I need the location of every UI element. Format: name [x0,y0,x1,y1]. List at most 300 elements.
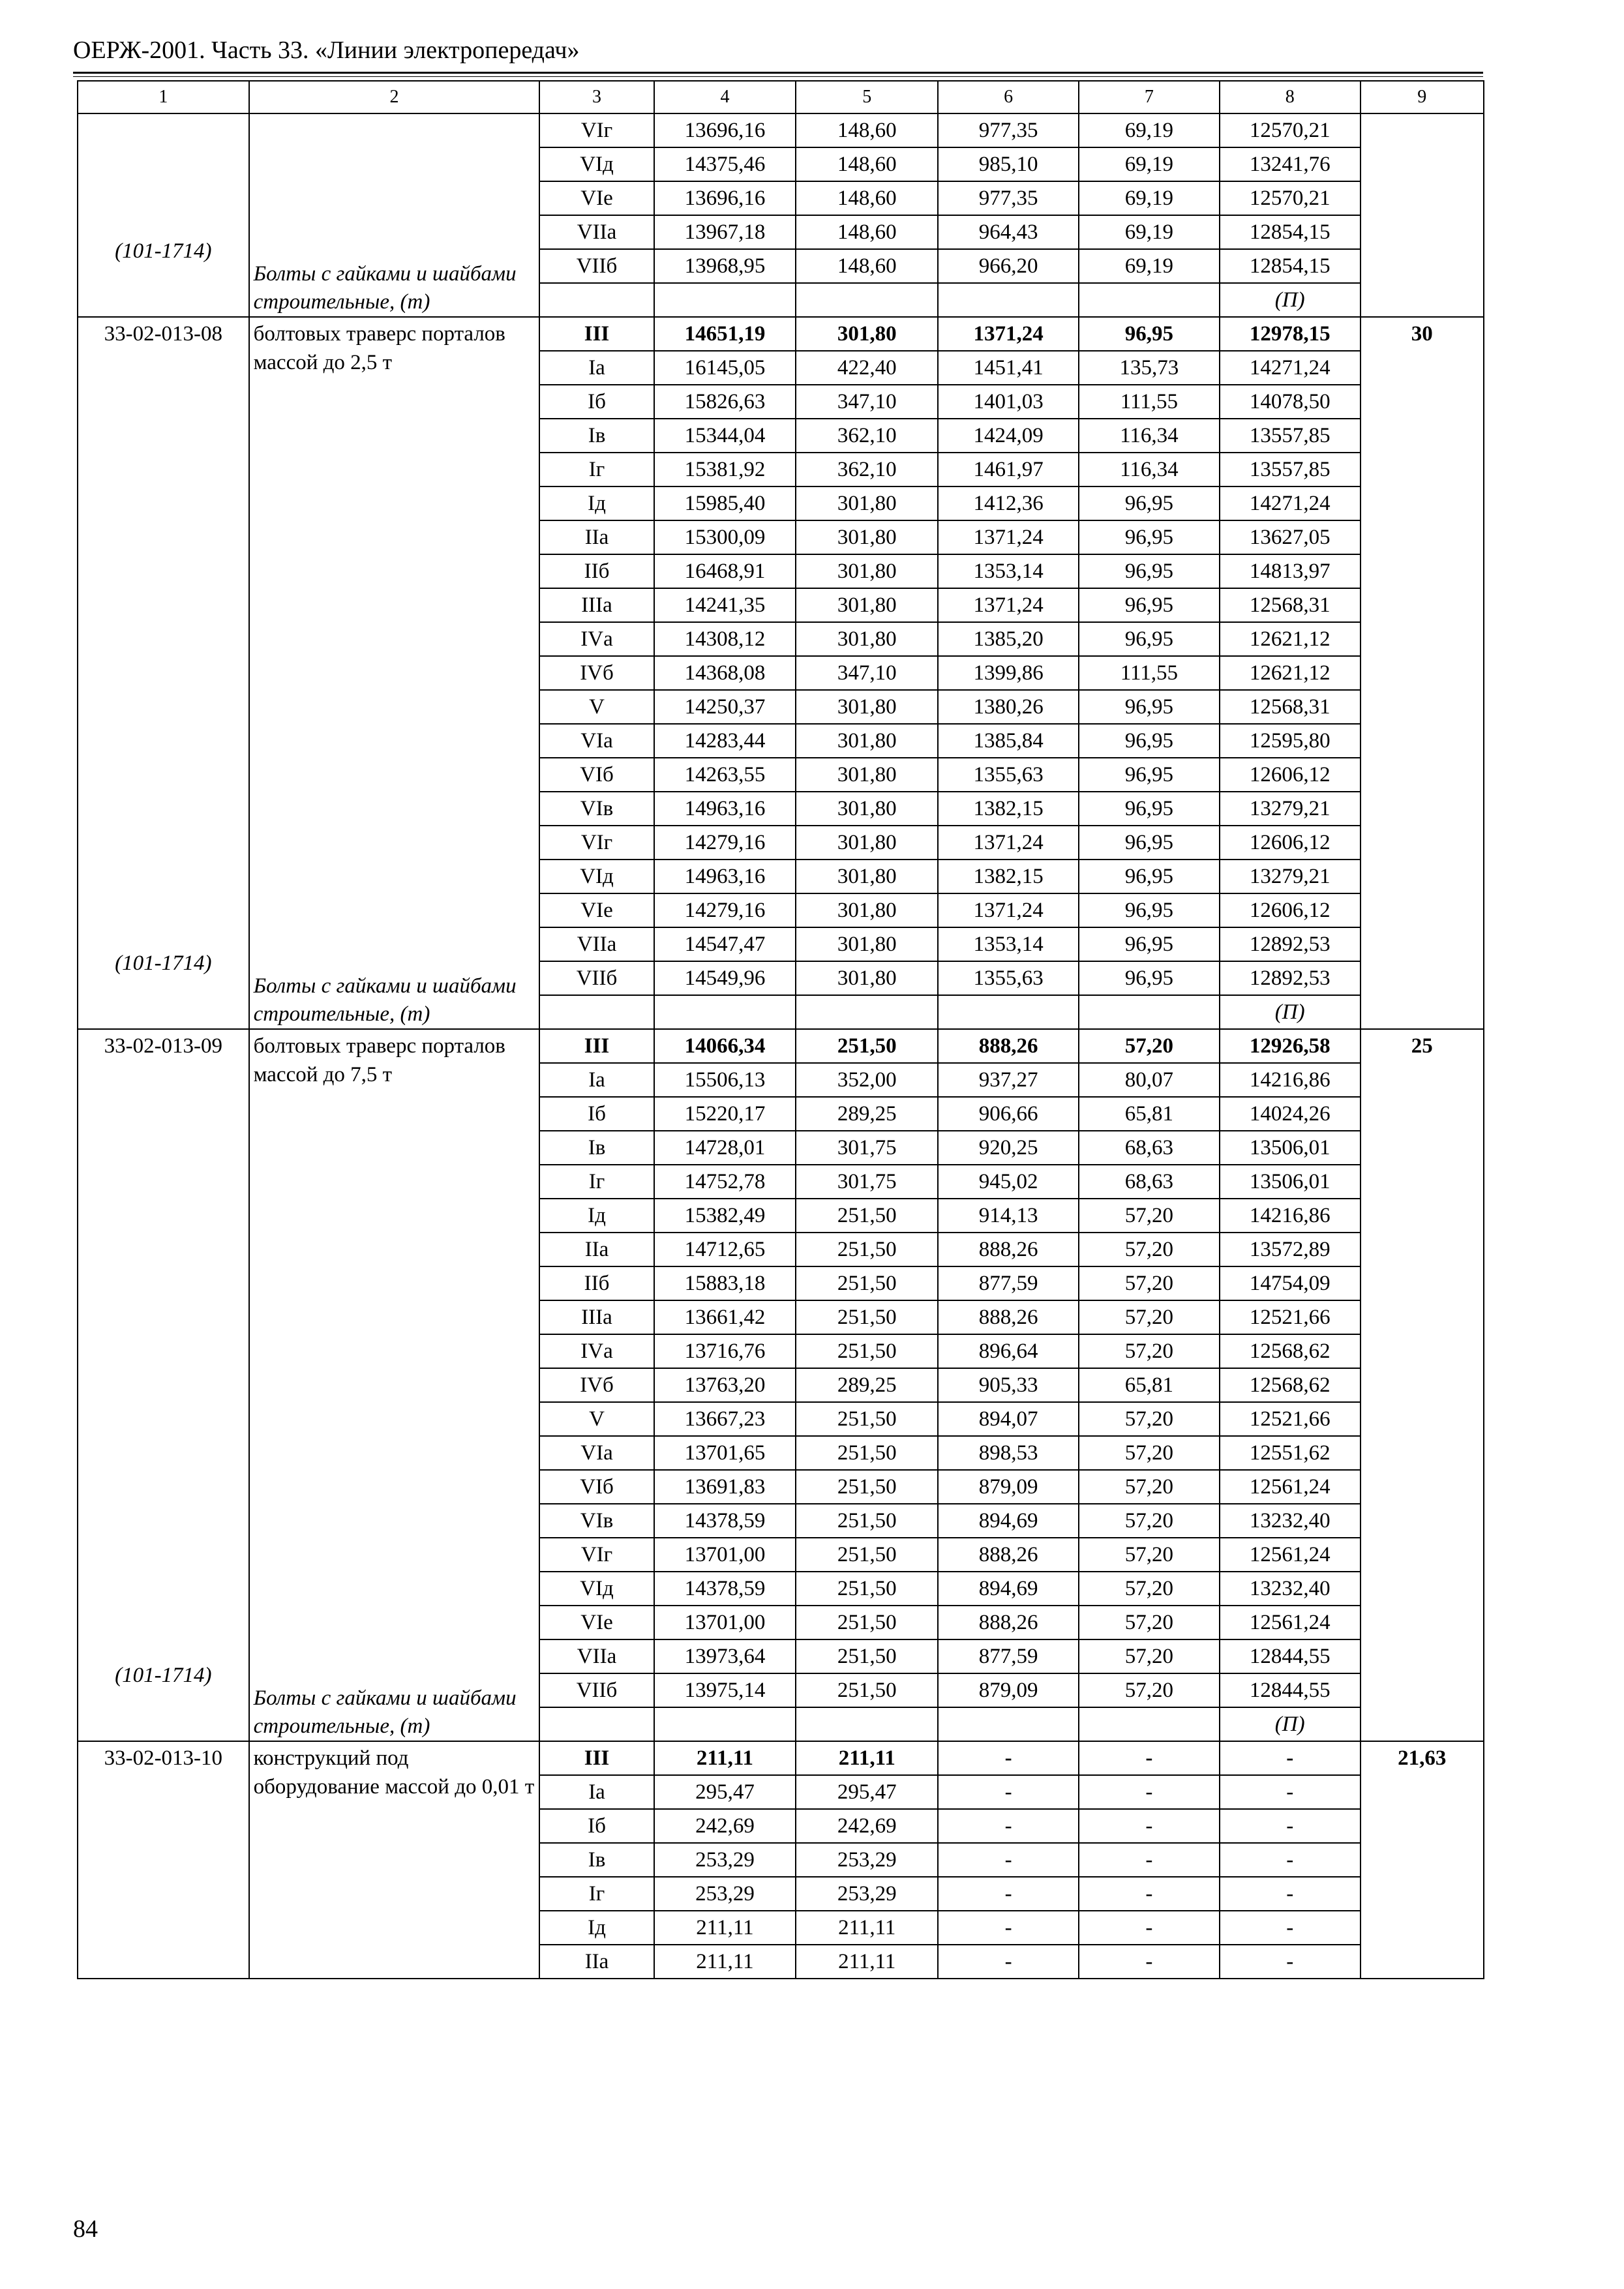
data-cell: 14241,35 [654,588,796,622]
data-cell: 251,50 [796,1673,938,1707]
data-cell: 894,69 [938,1504,1079,1538]
data-cell: - [938,1877,1079,1911]
data-cell: 13232,40 [1220,1504,1361,1538]
column-number: 8 [1220,81,1361,113]
empty-cell [654,283,796,317]
code-cell [78,317,249,1029]
data-cell: 14279,16 [654,893,796,927]
data-cell: VIв [539,1504,654,1538]
data-cell: Iг [539,1877,654,1911]
page-number: 84 [73,2215,98,2243]
data-cell: 13241,76 [1220,147,1361,181]
data-cell: 251,50 [796,1470,938,1504]
data-cell: VIб [539,758,654,792]
data-cell: 15826,63 [654,385,796,419]
data-cell: 57,20 [1079,1436,1220,1470]
data-cell: 242,69 [796,1809,938,1843]
data-cell: 1371,24 [938,826,1079,860]
data-cell: 945,02 [938,1165,1079,1199]
data-cell: 96,95 [1079,961,1220,995]
data-cell: 888,26 [938,1300,1079,1334]
data-cell: 96,95 [1079,860,1220,893]
col9-value: 21,63 [1361,1741,1484,1979]
data-cell: Iд [539,1199,654,1233]
data-cell: 96,95 [1079,893,1220,927]
data-cell: 14250,37 [654,690,796,724]
data-cell: 906,66 [938,1097,1079,1131]
data-cell: 251,50 [796,1504,938,1538]
data-cell: 12844,55 [1220,1673,1361,1707]
data-cell: 14813,97 [1220,554,1361,588]
rate-description: конструкций под оборудование массой до 0,01 т [253,1746,535,1799]
data-cell: 914,13 [938,1199,1079,1233]
data-cell: 301,80 [796,554,938,588]
data-cell: 15381,92 [654,453,796,486]
data-cell: 301,80 [796,927,938,961]
data-cell: - [1220,1809,1361,1843]
data-cell: - [1079,1843,1220,1877]
data-cell: 977,35 [938,181,1079,215]
data-cell: - [1220,1741,1361,1775]
data-cell: IIIа [539,1300,654,1334]
column-number: 1 [78,81,249,113]
data-cell: 80,07 [1079,1063,1220,1097]
note-value: (П) [1220,1707,1361,1741]
resource-description: Болты с гайками и шайбами строительные, (т) [253,1686,517,1738]
data-cell: Iа [539,351,654,385]
data-cell: 1371,24 [938,588,1079,622]
data-cell: 13968,95 [654,249,796,283]
data-cell: VIд [539,860,654,893]
data-cell: Iб [539,1097,654,1131]
data-cell: 69,19 [1079,147,1220,181]
data-cell: - [938,1911,1079,1945]
data-cell: 301,75 [796,1131,938,1165]
data-cell: 12568,62 [1220,1368,1361,1402]
data-cell: 14549,96 [654,961,796,995]
data-cell: 13691,83 [654,1470,796,1504]
data-cell: 12561,24 [1220,1538,1361,1572]
data-cell: 295,47 [654,1775,796,1809]
column-number: 5 [796,81,938,113]
data-cell: 14712,65 [654,1233,796,1266]
data-cell: 96,95 [1079,758,1220,792]
data-cell: VIIа [539,927,654,961]
data-cell: 13716,76 [654,1334,796,1368]
data-cell: 301,80 [796,961,938,995]
data-cell: 12551,62 [1220,1436,1361,1470]
data-cell: 12606,12 [1220,758,1361,792]
data-cell: 148,60 [796,147,938,181]
data-cell: 116,34 [1079,419,1220,453]
data-cell: Iв [539,1131,654,1165]
data-cell: 251,50 [796,1334,938,1368]
data-cell: 352,00 [796,1063,938,1097]
data-cell: 251,50 [796,1606,938,1639]
data-cell: 253,29 [796,1843,938,1877]
data-cell: 96,95 [1079,826,1220,860]
data-cell: 1353,14 [938,927,1079,961]
resource-code: (101-1714) [115,951,212,975]
data-cell: - [1220,1775,1361,1809]
data-cell: 111,55 [1079,385,1220,419]
note-value: (П) [1220,283,1361,317]
data-cell: 13572,89 [1220,1233,1361,1266]
data-cell: 15506,13 [654,1063,796,1097]
code-cell [78,1029,249,1741]
rate-code: 33-02-013-10 [104,1746,223,1770]
data-cell: - [1079,1911,1220,1945]
empty-cell [654,995,796,1029]
data-cell: 905,33 [938,1368,1079,1402]
data-cell: 15883,18 [654,1266,796,1300]
data-cell: 15382,49 [654,1199,796,1233]
data-cell: 301,80 [796,860,938,893]
data-cell: 362,10 [796,419,938,453]
data-cell: - [938,1945,1079,1979]
data-cell: IIб [539,1266,654,1300]
data-cell: VIIб [539,961,654,995]
data-cell: 96,95 [1079,554,1220,588]
column-number: 2 [249,81,540,113]
data-cell: 14378,59 [654,1572,796,1606]
data-cell: VIIа [539,215,654,249]
data-cell: Iв [539,1843,654,1877]
data-cell: IIб [539,554,654,588]
data-cell: 985,10 [938,147,1079,181]
data-cell: 1355,63 [938,961,1079,995]
data-cell: IVб [539,1368,654,1402]
data-cell: 14547,47 [654,927,796,961]
data-cell: VIв [539,792,654,826]
data-cell: 977,35 [938,113,1079,147]
data-cell: 57,20 [1079,1538,1220,1572]
data-cell: 57,20 [1079,1572,1220,1606]
column-number: 9 [1361,81,1484,113]
data-cell: 1424,09 [938,419,1079,453]
resource-description: Болты с гайками и шайбами строительные, (т) [253,262,517,314]
data-cell: 301,80 [796,317,938,351]
data-cell: VIе [539,181,654,215]
header-rule [73,72,1483,74]
note-value: (П) [1220,995,1361,1029]
empty-cell [796,1707,938,1741]
data-cell: - [1220,1843,1361,1877]
data-cell: VIд [539,1572,654,1606]
data-cell: 211,11 [796,1741,938,1775]
data-cell: 937,27 [938,1063,1079,1097]
data-cell: III [539,1741,654,1775]
data-cell: 894,69 [938,1572,1079,1606]
data-cell: 12561,24 [1220,1470,1361,1504]
data-cell: 1451,41 [938,351,1079,385]
data-cell: 896,64 [938,1334,1079,1368]
header-rule-thin [73,76,1483,77]
data-cell: 96,95 [1079,317,1220,351]
empty-cell [539,283,654,317]
data-cell: 57,20 [1079,1199,1220,1233]
data-cell: 888,26 [938,1233,1079,1266]
data-cell: VIд [539,147,654,181]
data-cell: 289,25 [796,1097,938,1131]
data-cell: 888,26 [938,1538,1079,1572]
data-cell: 13696,16 [654,181,796,215]
data-cell: 13279,21 [1220,792,1361,826]
data-cell: 14216,86 [1220,1063,1361,1097]
data-cell: - [1079,1741,1220,1775]
data-cell: 14066,34 [654,1029,796,1063]
data-cell: 301,80 [796,520,938,554]
data-cell: - [1220,1911,1361,1945]
data-cell: 65,81 [1079,1368,1220,1402]
rate-code: 33-02-013-08 [104,322,223,346]
data-cell: 57,20 [1079,1266,1220,1300]
data-cell: 12521,66 [1220,1300,1361,1334]
data-cell: 877,59 [938,1266,1079,1300]
empty-cell [1079,283,1220,317]
col9-value: 25 [1361,1029,1484,1741]
data-cell: V [539,690,654,724]
data-cell: 12978,15 [1220,317,1361,351]
data-cell: 1355,63 [938,758,1079,792]
table-row [78,1029,1484,1063]
data-cell: 888,26 [938,1606,1079,1639]
data-cell: 13975,14 [654,1673,796,1707]
column-number: 6 [938,81,1079,113]
data-cell: 301,80 [796,758,938,792]
resource-description: Болты с гайками и шайбами строительные, (т) [253,974,517,1026]
data-cell: - [938,1775,1079,1809]
data-cell: III [539,1029,654,1063]
data-cell: - [1079,1775,1220,1809]
data-cell: 96,95 [1079,792,1220,826]
data-cell: 251,50 [796,1300,938,1334]
data-cell: - [1220,1945,1361,1979]
data-cell: - [1079,1877,1220,1911]
data-cell: 1371,24 [938,520,1079,554]
data-cell: 111,55 [1079,656,1220,690]
data-cell: VIIа [539,1639,654,1673]
data-cell: 1380,26 [938,690,1079,724]
rate-description: болтовых траверс порталов массой до 2,5 т [253,322,505,374]
data-cell: Iа [539,1775,654,1809]
data-cell: - [938,1843,1079,1877]
data-cell: 253,29 [654,1877,796,1911]
data-cell: Iд [539,1911,654,1945]
empty-cell [654,1707,796,1741]
resource-code: (101-1714) [115,1664,212,1687]
code-cell [78,113,249,317]
data-cell: 253,29 [796,1877,938,1911]
data-cell: VIIб [539,249,654,283]
data-cell: 15985,40 [654,486,796,520]
data-cell: - [1079,1945,1220,1979]
data-cell: V [539,1402,654,1436]
data-cell: 12606,12 [1220,893,1361,927]
data-cell: VIе [539,1606,654,1639]
data-cell: VIе [539,893,654,927]
data-cell: 68,63 [1079,1165,1220,1199]
data-cell: 251,50 [796,1572,938,1606]
data-cell: 57,20 [1079,1233,1220,1266]
data-cell: - [938,1741,1079,1775]
data-cell: 57,20 [1079,1606,1220,1639]
data-cell: 57,20 [1079,1673,1220,1707]
data-cell: 1401,03 [938,385,1079,419]
data-cell: 57,20 [1079,1029,1220,1063]
data-cell: 251,50 [796,1402,938,1436]
table-row [78,317,1484,351]
empty-cell [938,283,1079,317]
data-cell: 12854,15 [1220,215,1361,249]
data-cell: 14375,46 [654,147,796,181]
data-cell: 96,95 [1079,588,1220,622]
data-cell: 96,95 [1079,520,1220,554]
data-cell: 68,63 [1079,1131,1220,1165]
price-table [77,80,1484,1979]
data-cell: 1399,86 [938,656,1079,690]
table-row [78,113,1484,147]
data-cell: VIг [539,113,654,147]
data-cell: IIа [539,1945,654,1979]
data-cell: 14271,24 [1220,486,1361,520]
data-cell: 14078,50 [1220,385,1361,419]
data-cell: 96,95 [1079,486,1220,520]
data-cell: 251,50 [796,1266,938,1300]
data-cell: Iв [539,419,654,453]
data-cell: IVа [539,1334,654,1368]
data-cell: 57,20 [1079,1300,1220,1334]
data-cell: 301,80 [796,724,938,758]
code-cell [78,1741,249,1979]
data-cell: 13701,00 [654,1538,796,1572]
data-cell: 14308,12 [654,622,796,656]
data-cell: 301,80 [796,588,938,622]
data-cell: 14651,19 [654,317,796,351]
data-cell: 251,50 [796,1538,938,1572]
data-cell: 251,50 [796,1199,938,1233]
data-cell: Iа [539,1063,654,1097]
data-cell: 211,11 [654,1741,796,1775]
data-cell: 295,47 [796,1775,938,1809]
data-cell: 964,43 [938,215,1079,249]
data-cell: 13627,05 [1220,520,1361,554]
rate-code: 33-02-013-09 [104,1034,223,1058]
data-cell: 301,80 [796,893,938,927]
data-cell: 13667,23 [654,1402,796,1436]
data-cell: 966,20 [938,249,1079,283]
data-cell: 135,73 [1079,351,1220,385]
data-cell: 14263,55 [654,758,796,792]
data-cell: 894,07 [938,1402,1079,1436]
data-cell: - [1079,1809,1220,1843]
data-cell: IVб [539,656,654,690]
data-cell: 12570,21 [1220,181,1361,215]
data-cell: 251,50 [796,1233,938,1266]
data-cell: VIIб [539,1673,654,1707]
data-cell: 65,81 [1079,1097,1220,1131]
data-cell: 13696,16 [654,113,796,147]
data-cell: 13506,01 [1220,1165,1361,1199]
data-cell: 12595,80 [1220,724,1361,758]
empty-cell [1079,1707,1220,1741]
data-cell: 15344,04 [654,419,796,453]
data-cell: 12892,53 [1220,961,1361,995]
data-cell: 15220,17 [654,1097,796,1131]
rate-description: болтовых траверс порталов массой до 7,5 т [253,1034,505,1086]
data-cell: 211,11 [654,1945,796,1979]
data-cell: 422,40 [796,351,938,385]
description-cell [249,317,540,1029]
resource-code: (101-1714) [115,239,212,263]
data-cell: 148,60 [796,113,938,147]
data-cell: 13701,00 [654,1606,796,1639]
data-cell: 211,11 [796,1911,938,1945]
data-cell: 301,80 [796,486,938,520]
data-cell: 13701,65 [654,1436,796,1470]
data-cell: 14378,59 [654,1504,796,1538]
data-cell: 12844,55 [1220,1639,1361,1673]
data-cell: 253,29 [654,1843,796,1877]
data-cell: 211,11 [654,1911,796,1945]
data-cell: 14963,16 [654,860,796,893]
data-cell: 14271,24 [1220,351,1361,385]
page-header-title: ОЕРЖ-2001. Часть 33. «Линии электропередач» [73,37,580,64]
data-cell: 251,50 [796,1639,938,1673]
data-cell: Iб [539,385,654,419]
data-cell: 12568,31 [1220,690,1361,724]
data-cell: 1412,36 [938,486,1079,520]
data-cell: 14368,08 [654,656,796,690]
data-cell: VIг [539,826,654,860]
data-cell: IIа [539,1233,654,1266]
column-number: 4 [654,81,796,113]
data-cell: 14752,78 [654,1165,796,1199]
data-cell: 879,09 [938,1470,1079,1504]
table-body [78,81,1484,1979]
data-cell: Iг [539,453,654,486]
data-cell: IVа [539,622,654,656]
data-cell: 1382,15 [938,792,1079,826]
data-cell: 13557,85 [1220,453,1361,486]
data-cell: 69,19 [1079,215,1220,249]
data-cell: 1461,97 [938,453,1079,486]
data-cell: 301,80 [796,622,938,656]
data-cell: 96,95 [1079,622,1220,656]
data-cell: 14283,44 [654,724,796,758]
data-cell: 14216,86 [1220,1199,1361,1233]
data-cell: 13661,42 [654,1300,796,1334]
data-cell: 12568,62 [1220,1334,1361,1368]
data-cell: Iб [539,1809,654,1843]
data-cell: 12892,53 [1220,927,1361,961]
data-cell: 12561,24 [1220,1606,1361,1639]
empty-cell [1079,995,1220,1029]
data-cell: 362,10 [796,453,938,486]
data-cell: 920,25 [938,1131,1079,1165]
data-cell: 12926,58 [1220,1029,1361,1063]
data-cell: 13557,85 [1220,419,1361,453]
data-cell: 116,34 [1079,453,1220,486]
data-cell: 12570,21 [1220,113,1361,147]
description-cell [249,113,540,317]
data-cell: 14024,26 [1220,1097,1361,1131]
data-cell: 69,19 [1079,249,1220,283]
data-cell: 877,59 [938,1639,1079,1673]
data-cell: 1353,14 [938,554,1079,588]
column-number: 3 [539,81,654,113]
description-cell [249,1029,540,1741]
